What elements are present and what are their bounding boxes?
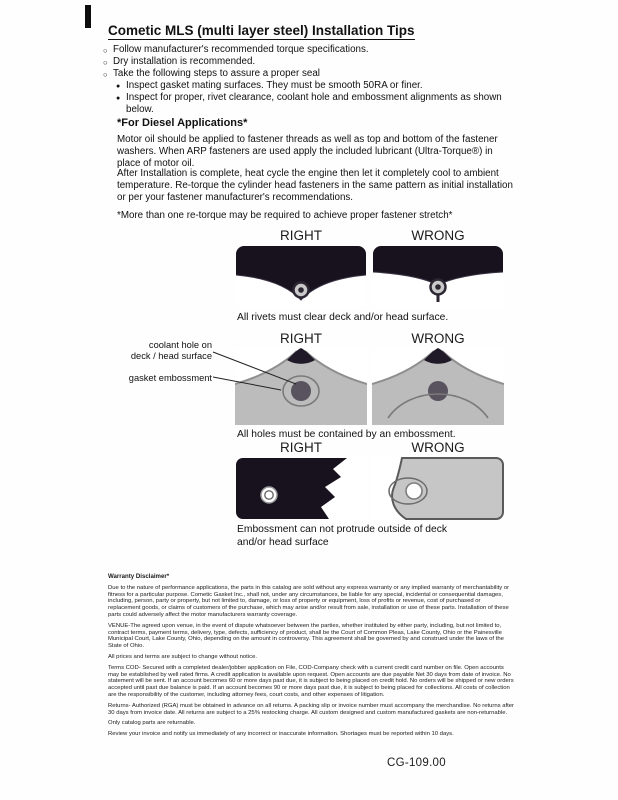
figure-labels — [235, 440, 505, 455]
figure-holes — [235, 331, 505, 442]
warranty-section — [108, 574, 514, 742]
warranty-heading: Warranty Disclaimer* — [108, 573, 170, 580]
tip-item — [103, 44, 515, 56]
right-label: RIGHT — [280, 440, 322, 455]
tip-text: Take the following steps to assure a proper seal — [113, 68, 320, 79]
right-label: RIGHT — [280, 228, 322, 243]
embossment-inside-diagram — [235, 457, 367, 520]
page-number: CG-109.00 — [387, 757, 446, 769]
crop-mark — [85, 5, 91, 28]
figure-images — [235, 245, 505, 308]
page-title: Cometic MLS (multi layer steel) Installation Tips — [108, 23, 415, 38]
title-wrap — [108, 22, 415, 40]
warranty-paragraph: VENUE-The agreed upon venue, in the event of dispute whatsoever between the parties, whether instituted by either party, including, but not limited to, contract terms, payment terms, delivery, type, defects, sufficiency of product, shall be the Court of Common Pleas, Lake County, Ohio or the Painesville Municipal Court, Lake County, Ohio, depending on the amount in controversy. This agreement shall be governed by and construed under the laws of the State of Ohio. — [108, 622, 504, 650]
sub-tip-item — [116, 92, 515, 116]
figure-caption: Embossment can not protrude outside of deck and/or head surface — [237, 524, 448, 548]
warranty-paragraph: Only catalog parts are returnable. — [108, 720, 196, 727]
diesel-paragraph-2: After Installation is complete, heat cycle the engine then let it completely cool to ambient temperature. Re-torque the cylinder head fasteners in the same pattern as initial installation or per your fastener manufacturer's recommendations. — [117, 168, 513, 204]
annotation-line: coolant hole on — [148, 340, 212, 350]
right-label: RIGHT — [280, 331, 322, 346]
figure-labels — [235, 228, 505, 243]
tip-item — [103, 56, 515, 68]
diesel-paragraph-1: Motor oil should be applied to fastener threads as well as top and bottom of the fastener washers. When ARP fasteners are used apply the included lubricant (Ultra-Torque®) in place of motor oil. — [117, 134, 498, 170]
retorque-note: *More than one re-torque may be required to achieve proper fastener stretch* — [117, 210, 453, 221]
annotation-line: deck / head surface — [130, 350, 212, 361]
tip-text: Dry installation is recommended. — [113, 56, 256, 67]
tip-text: Follow manufacturer's recommended torque specifications. — [113, 44, 369, 55]
warranty-paragraph: Due to the nature of performance applications, the parts in this catalog are sold without any express warranty or any implied warranty of merchantability or fitness for a particular purpose. Cometic Gasket Inc., shall not, under any circumstances, be liable for any special, incidental or consequential damages, including, person, party or property, but not limited to, damage, or loss of property or equipment, loss of profits or revenue, cost of purchased or replacement goods, or claims of customers of the purchase, which may arise and/or result from sale, installation or use of these parts. Installation of these parts could adversely affect the motor manufacturers warranty coverage. — [108, 584, 510, 618]
warranty-paragraph: All prices and terms are subject to change without notice. — [108, 653, 257, 660]
sub-tip-item — [116, 80, 515, 92]
figure-embossment — [235, 440, 505, 549]
figure-labels — [235, 331, 505, 346]
tip-item — [103, 68, 515, 80]
figure-caption: All rivets must clear deck and/or head surface. — [237, 312, 449, 323]
embossment-protruding-diagram — [372, 457, 504, 520]
diesel-heading: *For Diesel Applications* — [117, 117, 248, 129]
hole-crossed-diagram — [372, 348, 504, 425]
tips-list — [103, 44, 515, 116]
sub-tip-text: Inspect for proper, rivet clearance, coolant hole and embossment alignments as shown below. — [126, 92, 502, 115]
rivet-overlap-diagram — [372, 245, 504, 308]
warranty-paragraph: Returns- Authorized (RGA) must be obtained in advance on all returns. A packing slip or invoice number must accompany the merchandise. No returns after 30 days from invoice date. All returns are subject to a 25% restocking charge. All custom designed and custom manufactured gaskets are non-returnable. — [108, 702, 515, 716]
annotation-gasket-embossment: gasket embossment — [128, 373, 212, 383]
rivet-clear-diagram — [235, 245, 367, 308]
figure-images — [235, 457, 505, 520]
hole-contained-diagram — [235, 348, 367, 425]
figure-rivets — [235, 228, 505, 325]
sub-tip-text: Inspect gasket mating surfaces. They must be smooth 50RA or finer. — [126, 80, 423, 91]
figure-images — [235, 348, 505, 425]
warranty-paragraph: Review your invoice and notify us immediately of any incorrect or inaccurate information. Shortages must be reported within 10 days. — [108, 731, 454, 738]
annotation-coolant-hole — [124, 340, 212, 362]
figure-caption: All holes must be contained by an embossment. — [237, 429, 456, 440]
wrong-label: WRONG — [411, 228, 465, 243]
wrong-label: WRONG — [411, 331, 465, 346]
wrong-label: WRONG — [411, 440, 465, 455]
warranty-paragraph: Terms COD- Secured with a completed dealer/jobber application on File, COD-Company check with a current credit card number on file. Open accounts may be established by well rated firms. A credit application is available upon request. Open accounts are due payable Net 30 days from date of invoice. No statement will be sent. If an account becomes 60 or more days past due, it is subject to being placed on credit hold. No orders will be shipped or new orders accepted until past due balance is paid. If an account becomes 90 or more days past due, it is subject to being placed for collections. All costs of collection are the responsibility of the customer, including attorney fees, court costs, and other expenses of litigation. — [108, 664, 514, 698]
